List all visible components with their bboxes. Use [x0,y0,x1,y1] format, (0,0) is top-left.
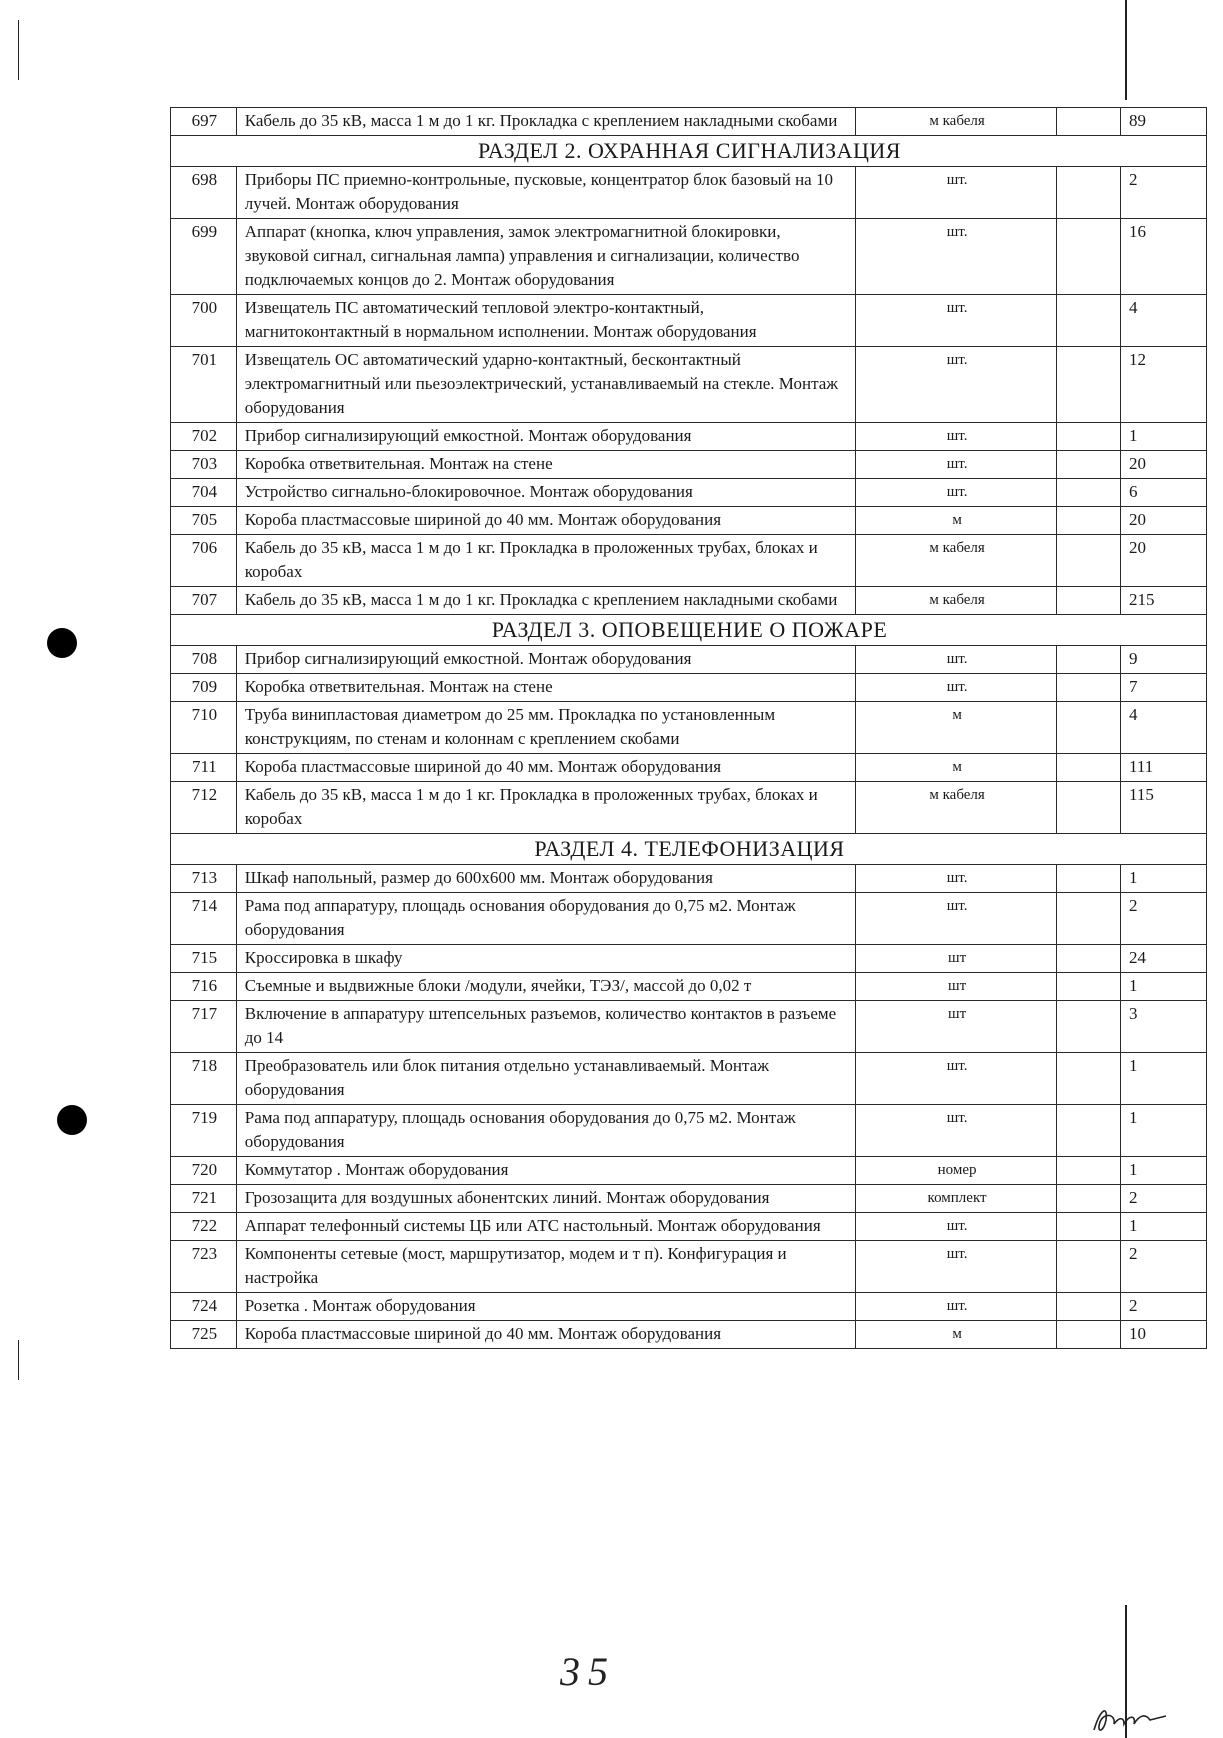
item-description-cell: Аппарат телефонный системы ЦБ или АТС настольный. Монтаж оборудования [236,1213,855,1241]
item-blank-cell [1057,646,1121,674]
item-description-cell: Кабель до 35 кВ, масса 1 м до 1 кг. Прокладка с креплением накладными скобами [236,587,855,615]
table-row [171,1053,1207,1105]
item-description-cell: Короба пластмассовые шириной до 40 мм. Монтаж оборудования [236,1321,855,1349]
item-description-cell: Грозозащита для воздушных абонентских линий. Монтаж оборудования [236,1185,855,1213]
item-unit-cell: шт. [855,674,1056,702]
item-description-cell: Прибор сигнализирующий емкостной. Монтаж оборудования [236,423,855,451]
item-quantity-cell: 2 [1120,1241,1206,1293]
item-blank-cell [1057,945,1121,973]
table-row [171,1185,1207,1213]
section-header-row [171,834,1207,865]
table-row [171,535,1207,587]
scan-edge-line [1125,0,1127,100]
item-number-cell: 701 [171,347,237,423]
item-blank-cell [1057,479,1121,507]
table-row [171,587,1207,615]
item-unit-cell: м [855,754,1056,782]
item-number-cell: 725 [171,1321,237,1349]
table-row [171,167,1207,219]
item-quantity-cell: 4 [1120,295,1206,347]
works-table-body [171,108,1207,1349]
item-quantity-cell: 89 [1120,108,1206,136]
item-blank-cell [1057,1213,1121,1241]
item-number-cell: 706 [171,535,237,587]
item-unit-cell: комплект [855,1185,1056,1213]
item-description-cell: Коробка ответвительная. Монтаж на стене [236,674,855,702]
item-quantity-cell: 1 [1120,973,1206,1001]
item-quantity-cell: 2 [1120,167,1206,219]
item-quantity-cell: 12 [1120,347,1206,423]
table-row [171,1293,1207,1321]
table-row [171,893,1207,945]
item-description-cell: Короба пластмассовые шириной до 40 мм. Монтаж оборудования [236,754,855,782]
table-row [171,295,1207,347]
item-unit-cell: шт. [855,1053,1056,1105]
item-number-cell: 718 [171,1053,237,1105]
item-description-cell: Шкаф напольный, размер до 600x600 мм. Монтаж оборудования [236,865,855,893]
item-unit-cell: шт. [855,893,1056,945]
item-blank-cell [1057,423,1121,451]
item-unit-cell: шт. [855,347,1056,423]
item-quantity-cell: 2 [1120,1185,1206,1213]
table-row [171,347,1207,423]
item-quantity-cell: 6 [1120,479,1206,507]
item-blank-cell [1057,1293,1121,1321]
item-unit-cell: шт [855,973,1056,1001]
table-row [171,646,1207,674]
item-unit-cell: шт [855,1001,1056,1053]
item-blank-cell [1057,865,1121,893]
table-row [171,1213,1207,1241]
table-row [171,782,1207,834]
item-blank-cell [1057,1321,1121,1349]
item-number-cell: 711 [171,754,237,782]
table-row [171,423,1207,451]
table-row [171,1157,1207,1185]
item-blank-cell [1057,674,1121,702]
table-row [171,754,1207,782]
item-unit-cell: шт. [855,1105,1056,1157]
item-unit-cell: м [855,1321,1056,1349]
item-number-cell: 705 [171,507,237,535]
table-row [171,1105,1207,1157]
item-unit-cell: шт. [855,451,1056,479]
handwritten-page-number: 35 [560,1649,616,1694]
item-unit-cell: шт. [855,479,1056,507]
item-number-cell: 710 [171,702,237,754]
scan-edge-line [18,20,19,80]
item-number-cell: 708 [171,646,237,674]
item-description-cell: Розетка . Монтаж оборудования [236,1293,855,1321]
item-blank-cell [1057,507,1121,535]
item-number-cell: 712 [171,782,237,834]
item-description-cell: Извещатель ОС автоматический ударно-контактный, бесконтактный электромагнитный или пьезоэлектрический, устанавливаемый на стекле. Монтаж оборудования [236,347,855,423]
item-unit-cell: шт. [855,1241,1056,1293]
binder-hole-mark [47,628,77,658]
item-blank-cell [1057,1185,1121,1213]
item-description-cell: Прибор сигнализирующий емкостной. Монтаж оборудования [236,646,855,674]
item-quantity-cell: 3 [1120,1001,1206,1053]
item-blank-cell [1057,893,1121,945]
item-description-cell: Кабель до 35 кВ, масса 1 м до 1 кг. Прокладка в проложенных трубах, блоках и коробах [236,535,855,587]
item-blank-cell [1057,1157,1121,1185]
item-quantity-cell: 111 [1120,754,1206,782]
item-number-cell: 713 [171,865,237,893]
item-number-cell: 721 [171,1185,237,1213]
item-quantity-cell: 2 [1120,893,1206,945]
item-blank-cell [1057,535,1121,587]
table-row [171,973,1207,1001]
item-unit-cell: м кабеля [855,587,1056,615]
item-quantity-cell: 2 [1120,1293,1206,1321]
item-quantity-cell: 1 [1120,865,1206,893]
item-unit-cell: м кабеля [855,782,1056,834]
item-number-cell: 719 [171,1105,237,1157]
table-row [171,507,1207,535]
item-unit-cell: м кабеля [855,535,1056,587]
item-quantity-cell: 16 [1120,219,1206,295]
item-description-cell: Приборы ПС приемно-контрольные, пусковые, концентратор блок базовый на 10 лучей. Монтаж оборудования [236,167,855,219]
item-blank-cell [1057,347,1121,423]
section-title: РАЗДЕЛ 2. ОХРАННАЯ СИГНАЛИЗАЦИЯ [171,136,1207,167]
table-row [171,702,1207,754]
item-unit-cell: шт [855,945,1056,973]
item-description-cell: Извещатель ПС автоматический тепловой электро-контактный, магнитоконтактный в нормальном исполнении. Монтаж оборудования [236,295,855,347]
item-description-cell: Устройство сигнально-блокировочное. Монтаж оборудования [236,479,855,507]
item-quantity-cell: 20 [1120,451,1206,479]
item-unit-cell: шт. [855,865,1056,893]
item-number-cell: 715 [171,945,237,973]
item-quantity-cell: 1 [1120,1105,1206,1157]
section-title: РАЗДЕЛ 3. ОПОВЕЩЕНИЕ О ПОЖАРЕ [171,615,1207,646]
item-blank-cell [1057,587,1121,615]
item-quantity-cell: 115 [1120,782,1206,834]
item-description-cell: Компоненты сетевые (мост, маршрутизатор, модем и т п). Конфигурация и настройка [236,1241,855,1293]
item-blank-cell [1057,702,1121,754]
item-quantity-cell: 10 [1120,1321,1206,1349]
item-description-cell: Рама под аппаратуру, площадь основания оборудования до 0,75 м2. Монтаж оборудования [236,1105,855,1157]
item-blank-cell [1057,108,1121,136]
item-number-cell: 720 [171,1157,237,1185]
item-quantity-cell: 24 [1120,945,1206,973]
item-description-cell: Кабель до 35 кВ, масса 1 м до 1 кг. Прокладка в проложенных трубах, блоках и коробах [236,782,855,834]
item-number-cell: 702 [171,423,237,451]
item-unit-cell: м кабеля [855,108,1056,136]
item-blank-cell [1057,973,1121,1001]
table-row [171,1241,1207,1293]
item-description-cell: Коммутатор . Монтаж оборудования [236,1157,855,1185]
item-unit-cell: шт. [855,423,1056,451]
handwritten-signature-icon [1090,1700,1170,1736]
item-quantity-cell: 1 [1120,1053,1206,1105]
binder-hole-mark [57,1105,87,1135]
item-description-cell: Аппарат (кнопка, ключ управления, замок электромагнитной блокировки, звуковой сигнал, сигнальная лампа) управления и сигнализации, количество подключаемых концов до 2. Монтаж оборудования [236,219,855,295]
item-number-cell: 716 [171,973,237,1001]
section-header-row [171,136,1207,167]
item-number-cell: 707 [171,587,237,615]
item-blank-cell [1057,1241,1121,1293]
item-blank-cell [1057,451,1121,479]
item-description-cell: Съемные и выдвижные блоки /модули, ячейки, ТЭЗ/, массой до 0,02 т [236,973,855,1001]
item-quantity-cell: 9 [1120,646,1206,674]
item-number-cell: 700 [171,295,237,347]
item-quantity-cell: 20 [1120,507,1206,535]
item-description-cell: Кроссировка в шкафу [236,945,855,973]
item-number-cell: 703 [171,451,237,479]
item-quantity-cell: 215 [1120,587,1206,615]
item-quantity-cell: 1 [1120,1157,1206,1185]
item-description-cell: Труба винипластовая диаметром до 25 мм. Прокладка по установленным конструкциям, по стенам и колоннам с креплением скобами [236,702,855,754]
item-blank-cell [1057,1105,1121,1157]
item-quantity-cell: 20 [1120,535,1206,587]
table-row [171,479,1207,507]
item-blank-cell [1057,782,1121,834]
item-quantity-cell: 7 [1120,674,1206,702]
section-header-row [171,615,1207,646]
item-unit-cell: шт. [855,295,1056,347]
item-blank-cell [1057,167,1121,219]
section-title: РАЗДЕЛ 4. ТЕЛЕФОНИЗАЦИЯ [171,834,1207,865]
item-unit-cell: шт. [855,1213,1056,1241]
item-blank-cell [1057,1001,1121,1053]
item-description-cell: Включение в аппаратуру штепсельных разъемов, количество контактов в разъеме до 14 [236,1001,855,1053]
item-description-cell: Преобразователь или блок питания отдельно устанавливаемый. Монтаж оборудования [236,1053,855,1105]
item-number-cell: 709 [171,674,237,702]
item-number-cell: 724 [171,1293,237,1321]
scan-edge-line [18,1340,19,1380]
item-number-cell: 699 [171,219,237,295]
item-blank-cell [1057,219,1121,295]
item-blank-cell [1057,754,1121,782]
table-row [171,1001,1207,1053]
item-number-cell: 714 [171,893,237,945]
table-row [171,1321,1207,1349]
works-table [170,107,1207,1349]
item-unit-cell: м [855,507,1056,535]
table-row [171,219,1207,295]
item-number-cell: 722 [171,1213,237,1241]
item-description-cell: Коробка ответвительная. Монтаж на стене [236,451,855,479]
item-unit-cell: шт. [855,167,1056,219]
item-number-cell: 704 [171,479,237,507]
table-row [171,108,1207,136]
item-number-cell: 697 [171,108,237,136]
item-unit-cell: номер [855,1157,1056,1185]
table-row [171,674,1207,702]
item-blank-cell [1057,295,1121,347]
item-quantity-cell: 1 [1120,423,1206,451]
item-description-cell: Кабель до 35 кВ, масса 1 м до 1 кг. Прокладка с креплением накладными скобами [236,108,855,136]
item-unit-cell: шт. [855,1293,1056,1321]
item-quantity-cell: 4 [1120,702,1206,754]
item-unit-cell: м [855,702,1056,754]
item-number-cell: 698 [171,167,237,219]
item-description-cell: Рама под аппаратуру, площадь основания оборудования до 0,75 м2. Монтаж оборудования [236,893,855,945]
item-unit-cell: шт. [855,646,1056,674]
item-number-cell: 723 [171,1241,237,1293]
item-quantity-cell: 1 [1120,1213,1206,1241]
table-row [171,945,1207,973]
item-number-cell: 717 [171,1001,237,1053]
item-description-cell: Короба пластмассовые шириной до 40 мм. Монтаж оборудования [236,507,855,535]
table-row [171,865,1207,893]
item-blank-cell [1057,1053,1121,1105]
table-row [171,451,1207,479]
item-unit-cell: шт. [855,219,1056,295]
